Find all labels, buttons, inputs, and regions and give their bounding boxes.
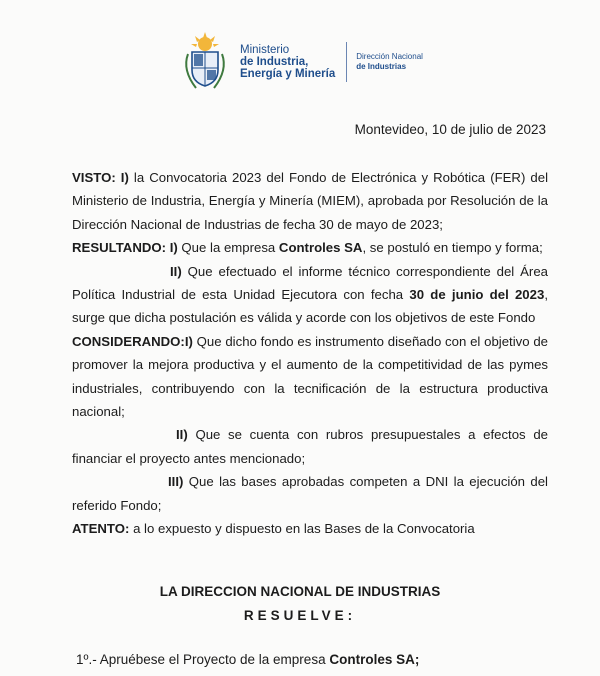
letterhead: [178, 30, 423, 94]
uruguay-coat-of-arms-icon: [178, 30, 232, 94]
document-date: Montevideo, 10 de julio de 2023: [354, 122, 546, 137]
document-body: [72, 166, 548, 541]
visto-number: I): [120, 170, 129, 185]
considerando-text-1: Que dicho fondo es instrumento diseñado con el objetivo de promover la mejora productiva y el aumento de la competitividad de las pymes industriales, contribuyendo con la tecnificación de la estructura productiva nacional;: [72, 333, 548, 420]
considerando-paragraph-1: [72, 330, 548, 424]
atento-text: a lo expuesto y dispuesto en las Bases de la Convocatoria: [133, 521, 475, 537]
considerando-number-1: I): [184, 333, 193, 349]
resolution-authority-title: LA DIRECCION NACIONAL DE INDUSTRIAS: [159, 584, 441, 599]
visto-label: VISTO:: [72, 170, 116, 185]
letterhead-divider: [346, 42, 347, 82]
considerando-text-2: Que se cuenta con rubros presupuestales a efectos de financiar el proyecto antes mencionado;: [72, 427, 548, 466]
resultando-text-2a: Que efectuado el informe técnico correspondiente del Área Política Industrial de esta Unidad Ejecutora con fecha: [72, 263, 548, 303]
visto-text: la Convocatoria 2023 del Fondo de Electrónica y Robótica (FER) del Ministerio de Industria, Energía y Minería (MIEM), aprobada por Resolución de la Dirección Nacional de Industrias de fecha 30 de mayo de 2023;: [72, 170, 548, 232]
article-1: [76, 652, 419, 667]
resultando-number-2: II): [170, 263, 182, 279]
ministry-name: [240, 44, 335, 80]
resolution-verb: RESUELVE:: [243, 608, 357, 623]
atento-label: ATENTO:: [72, 521, 130, 537]
resultando-paragraph-1: [72, 236, 548, 259]
atento-paragraph: [72, 517, 548, 540]
report-date: 30 de junio del 2023: [409, 287, 545, 303]
dni-line-1: Dirección Nacional: [356, 52, 423, 61]
ministry-line-3: Energía y Minería: [240, 68, 336, 80]
dni-name: [356, 52, 423, 72]
dni-line-2: de Industrias: [356, 62, 407, 71]
considerando-paragraph-3: [72, 470, 548, 517]
article-1-text: 1º.- Apruébese el Proyecto de la empresa: [76, 652, 326, 667]
considerando-number-3: III): [168, 474, 184, 490]
article-1-company: Controles SA;: [329, 652, 420, 667]
considerando-label: CONSIDERANDO:: [72, 333, 185, 349]
considerando-text-3: Que las bases aprobadas competen a DNI la ejecución del referido Fondo;: [72, 474, 548, 513]
resultando-paragraph-2: [72, 260, 548, 330]
ministry-line-1: Ministerio: [240, 44, 290, 56]
visto-paragraph: [72, 166, 548, 236]
ministry-line-2: de Industria,: [240, 56, 309, 68]
resultando-number-1: I): [169, 240, 178, 256]
resultando-label: RESULTANDO:: [72, 240, 167, 256]
considerando-number-2: II): [176, 427, 188, 443]
resultando-text-1a: Que la empresa: [181, 240, 276, 256]
resultando-text-1b: , se postuló en tiempo y forma;: [362, 240, 543, 256]
considerando-paragraph-2: [72, 423, 548, 470]
company-name: Controles SA: [278, 240, 363, 256]
resultando-text-2b: , surge que dicha postulación es válida y acorde con los objetivos de este Fondo: [72, 287, 548, 326]
